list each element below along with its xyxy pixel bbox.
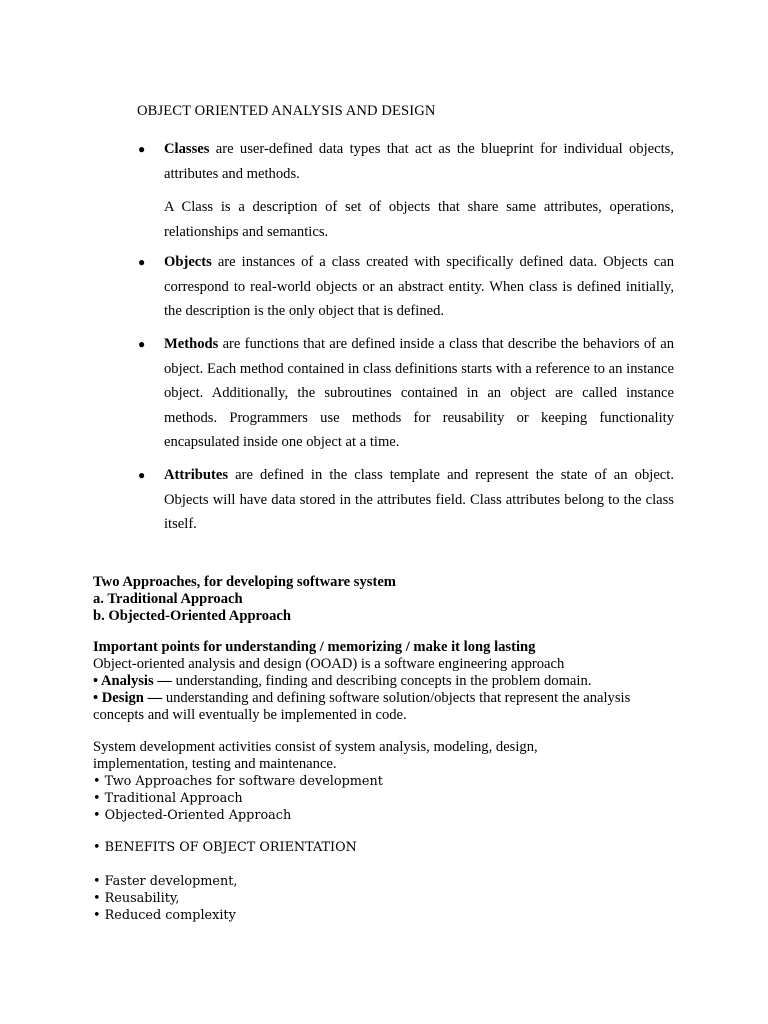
important-heading: Important points for understanding / memorizing / make it long lasting	[93, 639, 536, 655]
list-item-attributes	[138, 463, 674, 537]
benefits-section	[93, 839, 673, 856]
term-attributes: Attributes	[164, 467, 229, 483]
approaches-section	[93, 574, 673, 625]
benefits-heading: • BENEFITS OF OBJECT ORIENTATION	[93, 840, 357, 855]
benefit-item: • Reusability,	[93, 891, 180, 906]
bullet-dot-icon: ●	[138, 255, 146, 269]
important-points-section	[93, 639, 673, 724]
definition-attributes: are defined in the class template and represent the state of an object. Objects will have data stored in the attributes field. Class attributes belong to the class itself.	[164, 467, 674, 532]
activities-section	[93, 739, 673, 824]
bullet-dot-icon: ●	[138, 468, 146, 482]
activities-line-2: implementation, testing and maintenance.	[93, 756, 337, 772]
design-term: • Design —	[93, 690, 163, 706]
list-item-objects	[138, 250, 674, 324]
activities-item-2: • Traditional Approach	[93, 791, 243, 806]
design-text: understanding and defining software solution/objects that represent the analysis	[162, 690, 631, 706]
definition-methods: are functions that are defined inside a class that describe the behaviors of an object. Each method contained in class definitions starts with a reference to an instance object. Additionally, the subroutines contained in an object are called instance methods. Programmers use methods for reusability or keeping functionality encapsulated inside one object at a time.	[164, 336, 674, 450]
definition-objects: are instances of a class created with specifically defined data. Objects can correspond to real-world objects or an abstract entity. When class is defined initially, the description is the only object that is defined.	[164, 254, 674, 319]
benefits-list	[93, 873, 673, 924]
list-item-methods	[138, 332, 674, 455]
activities-item-1: • Two Approaches for software development	[93, 774, 383, 789]
approach-traditional: a. Traditional Approach	[93, 591, 243, 607]
class-description: A Class is a description of set of objects that share same attributes, operations, relationships and semantics.	[164, 199, 674, 240]
term-methods: Methods	[164, 336, 219, 352]
analysis-text: understanding, finding and describing concepts in the problem domain.	[171, 673, 592, 689]
analysis-line	[93, 673, 673, 690]
design-line	[93, 690, 673, 707]
definition-classes: are user-defined data types that act as the blueprint for individual objects, attributes and methods.	[164, 141, 674, 182]
bullet-dot-icon: ●	[138, 337, 146, 351]
list-item-classes	[138, 137, 674, 244]
ooad-intro: Object-oriented analysis and design (OOAD) is a software engineering approach	[93, 656, 565, 672]
analysis-term: • Analysis —	[93, 673, 172, 689]
term-objects: Objects	[164, 254, 212, 270]
activities-line-1: System development activities consist of system analysis, modeling, design,	[93, 739, 538, 755]
benefit-item: • Reduced complexity	[93, 908, 236, 923]
activities-item-3: • Objected-Oriented Approach	[93, 808, 292, 823]
approach-object-oriented: b. Objected-Oriented Approach	[93, 608, 291, 624]
approaches-heading: Two Approaches, for developing software system	[93, 574, 396, 590]
benefit-item: • Faster development,	[93, 874, 238, 889]
document-title: OBJECT ORIENTED ANALYSIS AND DESIGN	[137, 103, 436, 119]
bullet-dot-icon: ●	[138, 142, 146, 156]
design-line-continued: concepts and will eventually be implemented in code.	[93, 707, 407, 723]
term-classes: Classes	[164, 141, 210, 157]
